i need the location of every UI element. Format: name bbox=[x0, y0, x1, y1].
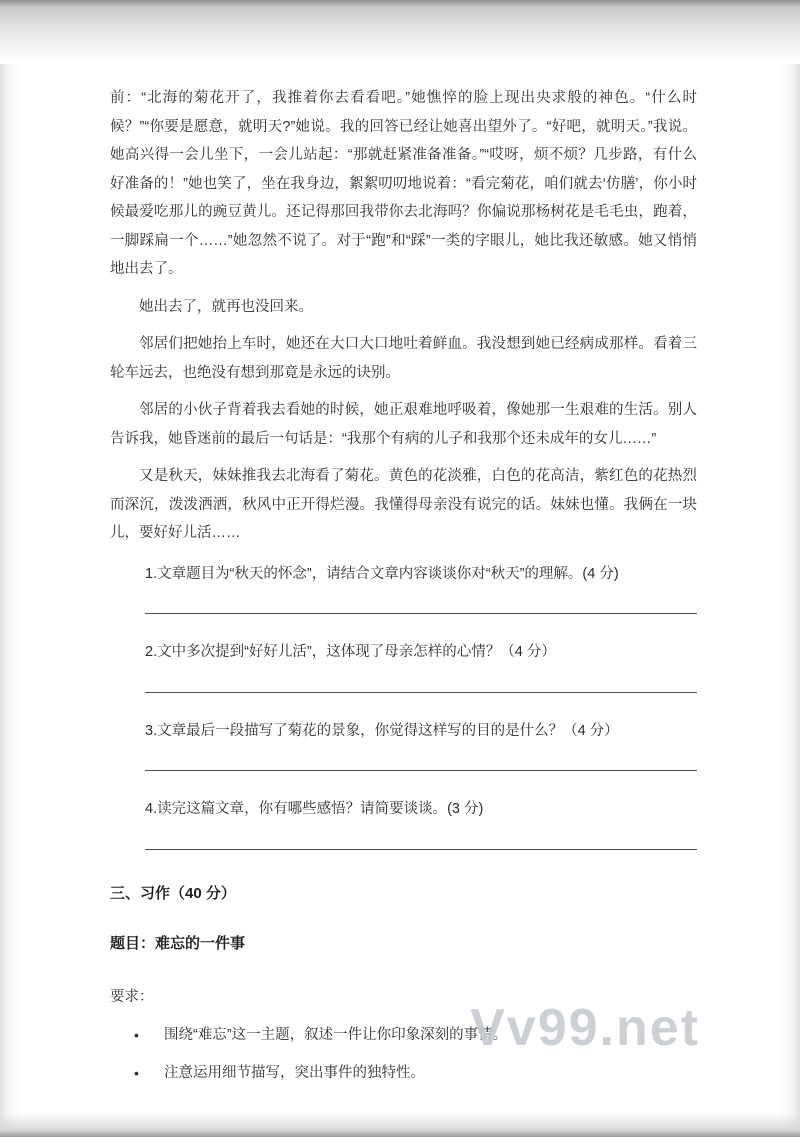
story-paragraph: 前：“北海的菊花开了，我推着你去看看吧。”她憔悴的脸上现出央求般的神色。“什么时候？”“你要是愿意，就明天?”她说。我的回答已经让她喜出望外了。“好吧，就明天。”我说。她高兴得一会儿坐下，一会儿站起：“那就赶紧准备准备。”“哎呀，烦不烦？几步路，有什么好准备的！”她也笑了，坐在我身边，絮絮叨叨地说着：“看完菊花，咱们就去‘仿膳’，你小时候最爱吃那儿的豌豆黄儿。还记得那回我带你去北海吗？你偏说那杨树花是毛毛虫，跑着，一脚踩扁一个……”她忽然不说了。对于“跑”和“踩”一类的字眼儿，她比我还敏感。她又悄悄地出去了。 bbox=[110, 90, 697, 277]
question-text: 3.文章最后一段描写了菊花的景象，你觉得这样写的目的是什么？（4 分） bbox=[145, 722, 619, 739]
bullet-icon: • bbox=[134, 1027, 139, 1043]
question-text: 4.读完这篇文章，你有哪些感悟？请简要谈谈。(3 分) bbox=[145, 801, 484, 817]
composition-topic: 题目：难忘的一件事 bbox=[110, 935, 246, 952]
question-block bbox=[110, 560, 697, 615]
question-block bbox=[110, 638, 697, 693]
answer-line bbox=[145, 849, 697, 850]
answer-line bbox=[145, 613, 697, 614]
requirements-label: 要求： bbox=[110, 988, 154, 1005]
question-list bbox=[110, 560, 697, 850]
watermark: Vv99.net bbox=[470, 999, 700, 1057]
story-paragraph: 又是秋天，妹妹推我去北海看了菊花。黄色的花淡雅，白色的花高洁，紫红色的花热烈而深沉，泼泼洒洒，秋风中正开得烂漫。我懂得母亲没有说完的话。妹妹也懂。我俩在一块儿，要好好儿活…… bbox=[110, 468, 697, 541]
question-text: 1.文章题目为“秋天的怀念”，请结合文章内容谈谈你对“秋天”的理解。(4 分) bbox=[145, 565, 619, 582]
bullet-icon: • bbox=[134, 1065, 139, 1081]
question-block bbox=[110, 795, 697, 850]
answer-line bbox=[145, 692, 697, 693]
requirement-text: 围绕“难忘”这一主题，叙述一件让你印象深刻的事情。 bbox=[164, 1027, 508, 1043]
answer-line bbox=[145, 770, 697, 771]
requirement-text: 注意运用细节描写，突出事件的独特性。 bbox=[164, 1065, 425, 1081]
story-paragraph: 邻居的小伙子背着我去看她的时候，她正艰难地呼吸着，像她那一生艰难的生活。别人告诉我，她昏迷前的最后一句话是：“我那个有病的儿子和我那个还未成年的女儿……” bbox=[110, 402, 697, 447]
question-block bbox=[110, 717, 697, 772]
requirement-item bbox=[134, 1059, 697, 1087]
section-title: 三、习作（40 分） bbox=[110, 884, 236, 902]
story-paragraph: 邻居们把她抬上车时，她还在大口大口地吐着鲜血。我没想到她已经病成那样。看着三轮车远去，也绝没有想到那竟是永远的诀别。 bbox=[110, 336, 697, 381]
story-paragraph: 她出去了，就再也没回来。 bbox=[139, 298, 313, 315]
question-text: 2.文中多次提到“好好儿活”，这体现了母亲怎样的心情？（4 分） bbox=[145, 644, 556, 660]
page-bottom-shade bbox=[0, 1113, 800, 1137]
requirement-item bbox=[134, 1021, 697, 1049]
